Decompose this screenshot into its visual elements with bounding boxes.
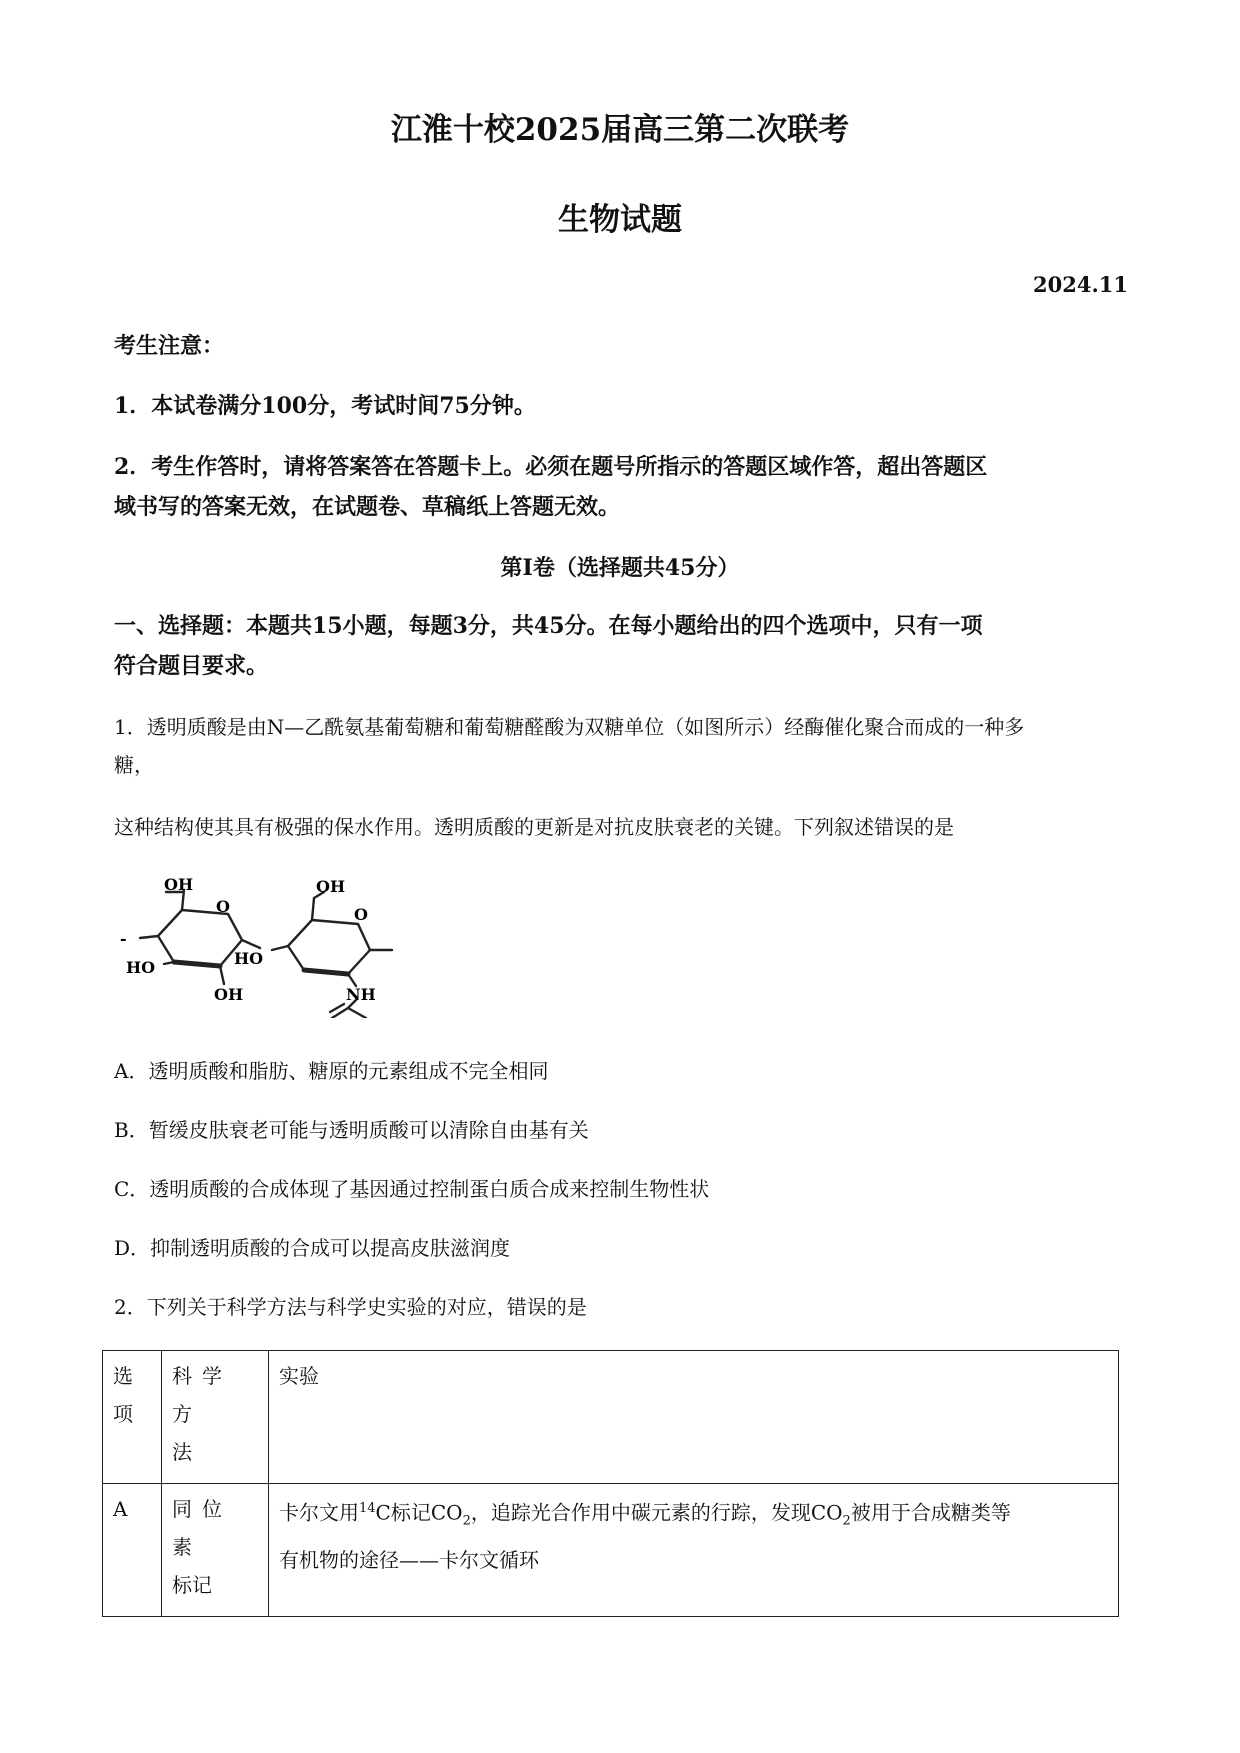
exp-subscript-1: 2 (462, 1513, 471, 1529)
header-option-cell (103, 1351, 162, 1484)
notice-item-2-line-1: 2．考生作答时，请将答案答在答题卡上。必须在题号所指示的答题区域作答，超出答题区 (114, 454, 988, 480)
exam-date: 2024.11 (1033, 272, 1128, 297)
header-method-line-1: 科学方 (172, 1364, 232, 1426)
row-a-experiment-line-1 (279, 1490, 1108, 1541)
part-title: 第I卷（选择题共45分） (500, 555, 740, 581)
row-a-method-cell (162, 1484, 269, 1617)
row-a-experiment-cell (269, 1484, 1119, 1617)
label-minus: - (120, 929, 127, 948)
label-ho-left: HO (126, 958, 156, 977)
label-ho-mid: HO (234, 949, 264, 968)
label-oh-top-left: OH (164, 875, 194, 894)
header-option-line-2: 项 (113, 1402, 133, 1426)
header-option-line-1: 选 (113, 1364, 133, 1388)
notice-heading: 考生注意： (114, 333, 225, 359)
header-experiment-cell: 实验 (269, 1351, 1119, 1484)
label-nh: NH (346, 985, 376, 1004)
q1-option-b: B．暂缓皮肤衰老可能与透明质酸可以清除自由基有关 (114, 1118, 589, 1142)
q1-stem-line-1: 1．透明质酸是由N—乙酰氨基葡萄糖和葡萄糖醛酸为双糖单位（如图所示）经酶催化聚合而成的一种多 (114, 715, 1025, 739)
q2-stem: 2．下列关于科学方法与科学史实验的对应，错误的是 (114, 1295, 587, 1319)
exp-superscript: 14 (359, 1501, 376, 1516)
header-method-line-2: 法 (172, 1440, 192, 1464)
exp-subscript-2: 2 (842, 1513, 851, 1529)
label-oh-top-right: OH (316, 877, 346, 896)
q1-stem-line-3: 这种结构使其具有极强的保水作用。透明质酸的更新是对抗皮肤衰老的关键。下列叙述错误的是 (114, 815, 954, 839)
notice-item-1: 1．本试卷满分100分，考试时间75分钟。 (114, 393, 536, 419)
notice-item-2-line-2: 域书写的答案无效，在试题卷、草稿纸上答题无效。 (114, 494, 621, 520)
subject-title: 生物试题 (558, 202, 682, 238)
table-header-row (103, 1351, 1119, 1484)
row-a-method-line-1: 同位素 (172, 1497, 232, 1559)
row-a-option: A (103, 1484, 162, 1617)
exp-text-2: C标记CO (375, 1500, 463, 1525)
header-method-cell (162, 1351, 269, 1484)
label-o-right: O (354, 905, 368, 924)
exp-text-1: 卡尔文用 (279, 1500, 359, 1525)
label-o-left: O (216, 897, 230, 916)
q1-stem-line-2: 糖， (114, 753, 154, 777)
section-instruction-line-2: 符合题目要求。 (114, 653, 269, 679)
table-row (103, 1484, 1119, 1617)
q1-option-c: C．透明质酸的合成体现了基因通过控制蛋白质合成来控制生物性状 (114, 1177, 710, 1201)
exp-text-3: ，追踪光合作用中碳元素的行踪，发现CO (470, 1500, 843, 1525)
q1-option-d: D．抑制透明质酸的合成可以提高皮肤滋润度 (114, 1236, 511, 1260)
row-a-experiment-line-2: 有机物的途径——卡尔文循环 (279, 1547, 539, 1572)
q1-option-a: A．透明质酸和脂肪、糖原的元素组成不完全相同 (114, 1059, 549, 1083)
q2-table (102, 1350, 1119, 1617)
exp-text-4: 被用于合成糖类等 (850, 1500, 1011, 1525)
exam-title: 江淮十校2025届高三第二次联考 (390, 112, 850, 148)
section-instruction-line-1: 一、选择题：本题共15小题，每题3分，共45分。在每小题给出的四个选项中，只有一项 (114, 613, 983, 639)
row-a-method-line-2: 标记 (172, 1573, 212, 1597)
label-oh-bottom-left: OH (214, 985, 244, 1004)
hyaluronic-acid-structure-figure (120, 868, 460, 1018)
